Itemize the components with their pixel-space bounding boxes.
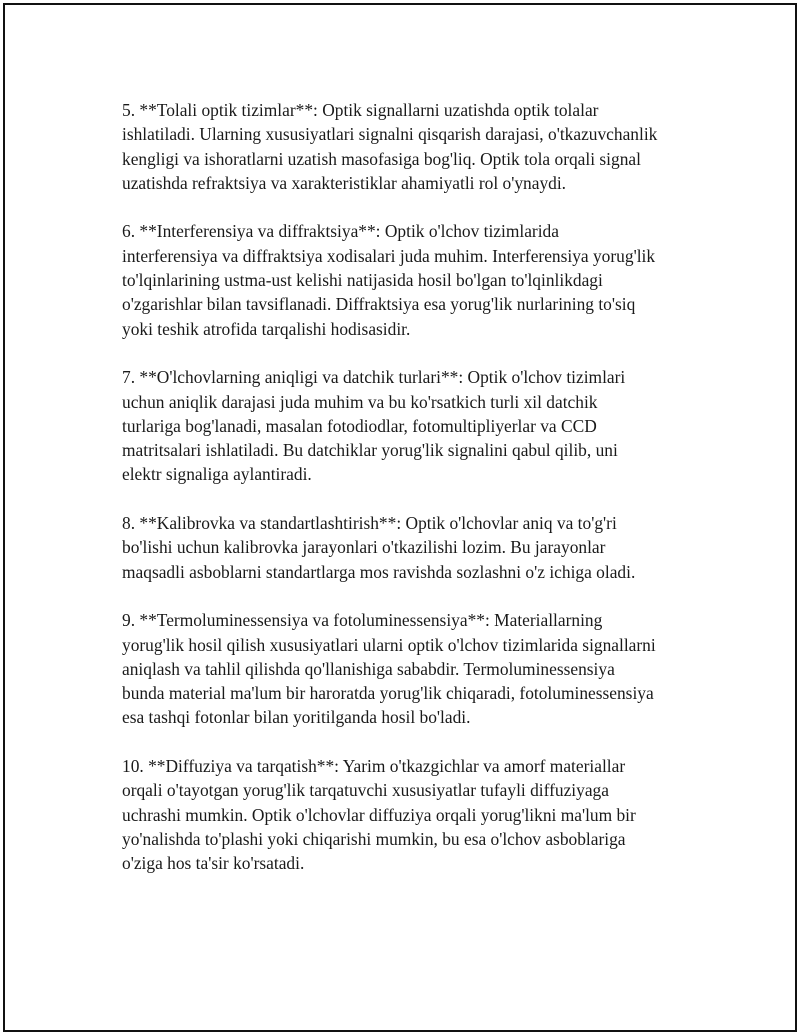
document-body [122,98,712,900]
paragraph-item-5: 5. **Tolali optik tizimlar**: Optik signallarni uzatishda optik tolalar ishlatiladi. Ularning xususiyatlari signalni qisqarish darajasi, o'tkazuvchanlik kengligi va ishoratlarni uzatish masofasiga bog'liq. Optik tola orqali signal uzatishda refraktsiya va xarakteristiklar ahamiyatli rol o'ynaydi. [122,100,658,193]
paragraph-item-7: 7. **O'lchovlarning aniqligi va datchik turlari**: Optik o'lchov tizimlari uchun aniqlik darajasi juda muhim va bu ko'rsatkich turli xil datchik turlariga bog'lanadi, masalan fotodiodlar, fotomultipliyerlar va CCD matritsalari ishlatiladi. Bu datchiklar yorug'lik signalini qabul qilib, uni elektr signaliga aylantiradi. [122,367,626,485]
paragraph-item-9: 9. **Termoluminessensiya va fotoluminessensiya**: Materiallarning yorug'lik hosil qilish xususiyatlari ularni optik o'lchov tizimlarida signallarni aniqlash va tahlil qilishda qo'llanishiga sababdir. Termoluminessensiya bunda material ma'lum bir haroratda yorug'lik chiqaradi, fotoluminessensiya esa tashqi fotonlar bilan yoritilganda hosil bo'ladi. [122,610,656,728]
paragraph-item-8: 8. **Kalibrovka va standartlashtirish**: Optik o'lchovlar aniq va to'g'ri bo'lishi uchun kalibrovka jarayonlari o'tkazilishi lozim. Bu jarayonlar maqsadli asboblarni standartlarga mos ravishda sozlashni o'z ichiga oladi. [122,513,636,582]
paragraph-item-10: 10. **Diffuziya va tarqatish**: Yarim o'tkazgichlar va amorf materiallar orqali o'tayotgan yorug'lik tarqatuvchi xususiyatlar tufayli diffuziyaga uchrashi mumkin. Optik o'lchovlar diffuziya orqali yorug'likni ma'lum bir yo'nalishda to'plashi yoki chiqarishi mumkin, bu esa o'lchov asboblariga o'ziga hos ta'sir ko'rsatadi. [122,756,636,874]
page-border [3,3,797,1032]
paragraph-item-6: 6. **Interferensiya va diffraktsiya**: Optik o'lchov tizimlarida interferensiya va diffraktsiya xodisalari juda muhim. Interferensiya yorug'lik to'lqinlarining ustma-ust kelishi natijasida hosil bo'lgan to'lqinlikdagi o'zgarishlar bilan tavsiflanadi. Diffraktsiya esa yorug'lik nurlarining to'siq yoki teshik atrofida tarqalishi hodisasidir. [122,221,656,339]
